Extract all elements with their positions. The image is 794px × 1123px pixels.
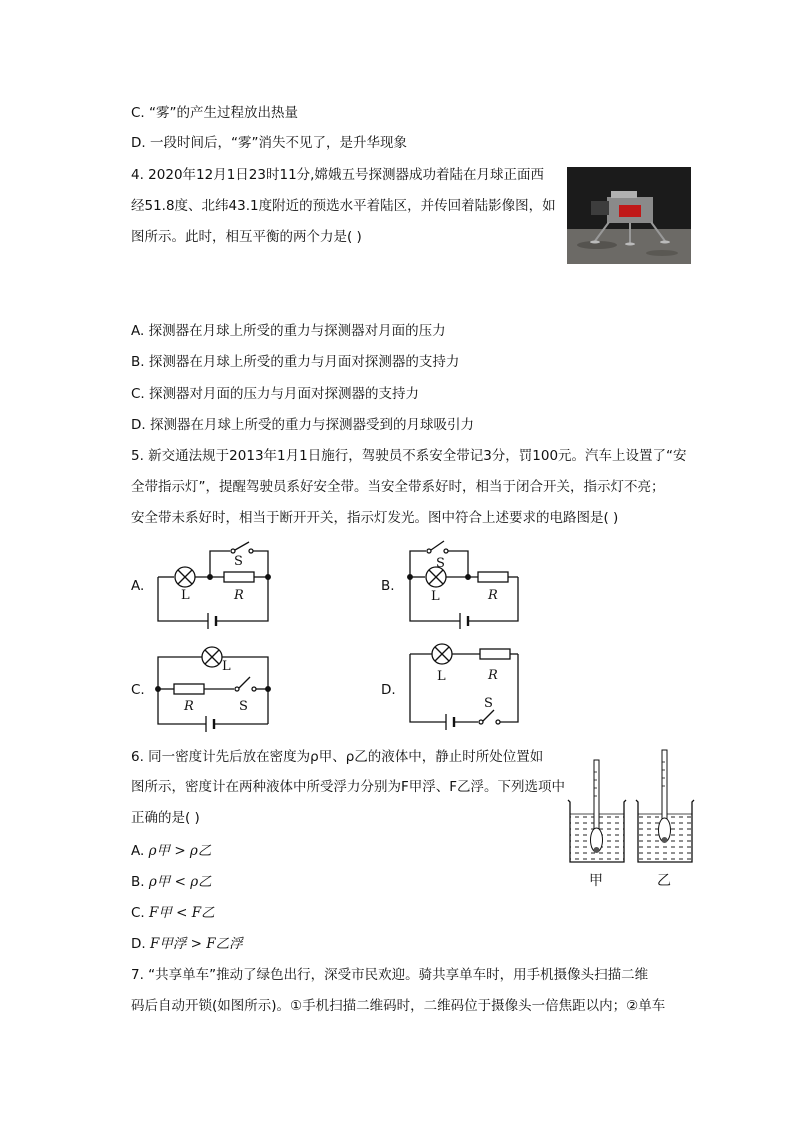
lamp-l-label: L bbox=[181, 588, 190, 603]
beaker-jia-label: 甲 bbox=[589, 873, 603, 889]
resistor-r-label: R bbox=[488, 588, 498, 603]
beaker-yi-label: 乙 bbox=[657, 873, 671, 889]
resistor-icon bbox=[224, 572, 254, 582]
resistor-icon bbox=[478, 572, 508, 582]
q4-option-c: C. 探测器对月面的压力与月面对探测器的支持力 bbox=[131, 386, 420, 402]
circuit-b bbox=[400, 537, 525, 634]
circuit-a bbox=[150, 537, 275, 634]
q4-stem-line1: 4. 2020年12月1日23时11分,嫦娥五号探测器成功着陆在月球正面西 bbox=[131, 167, 544, 183]
q7-stem-line1: 7. “共享单车”推动了绿色出行，深受市民欢迎。骑共享单车时，用手机摄像头扫描二维 bbox=[131, 967, 649, 983]
q6-option-a-expr: ρ甲 > ρ乙 bbox=[148, 843, 212, 859]
q6-option-b-expr: ρ甲 < ρ乙 bbox=[148, 874, 212, 890]
lamp-l-label: L bbox=[431, 589, 440, 604]
circuit-b-label: B. bbox=[381, 578, 395, 594]
beaker-jia bbox=[568, 760, 626, 862]
q6-option-c-expr: F甲 < F乙 bbox=[149, 905, 215, 921]
q6-option-a bbox=[131, 842, 211, 860]
q4-option-b: B. 探测器在月球上所受的重力与月面对探测器的支持力 bbox=[131, 354, 460, 370]
circuit-c bbox=[150, 642, 275, 734]
lamp-l-label: L bbox=[437, 669, 446, 684]
q4-stem-line3: 图所示。此时，相互平衡的两个力是( ) bbox=[131, 229, 362, 245]
resistor-icon bbox=[480, 649, 510, 659]
q3-option-c: C. “雾”的产生过程放出热量 bbox=[131, 105, 298, 121]
switch-s-label: S bbox=[484, 696, 493, 711]
q6-option-d-letter: D. bbox=[131, 936, 146, 952]
q6-stem-line2: 图所示，密度计在两种液体中所受浮力分别为F甲浮、F乙浮。下列选项中 bbox=[131, 779, 566, 795]
q6-stem-line3: 正确的是( ) bbox=[131, 810, 200, 826]
q6-option-d-expr: F甲浮 > F乙浮 bbox=[149, 936, 243, 952]
q5-stem-line2: 全带指示灯”，提醒驾驶员系好安全带。当安全带系好时，相当于闭合开关，指示灯不亮； bbox=[131, 479, 665, 495]
q6-stem-line1: 6. 同一密度计先后放在密度为ρ甲、ρ乙的液体中，静止时所处位置如 bbox=[131, 749, 544, 765]
q6-option-d bbox=[131, 935, 243, 953]
q5-stem-line1: 5. 新交通法规于2013年1月1日施行，驾驶员不系安全带记3分，罚100元。汽车上设置了“安 bbox=[131, 448, 687, 464]
q7-stem-line2: 码后自动开锁(如图所示)。①手机扫描二维码时，二维码位于摄像头一倍焦距以内；②单车 bbox=[131, 998, 666, 1014]
resistor-r-label: R bbox=[234, 588, 244, 603]
q4-stem-line2: 经51.8度、北纬43.1度附近的预选水平着陆区，并传回着陆影像图，如 bbox=[131, 198, 556, 214]
q3-option-d: D. 一段时间后，“雾”消失不见了，是升华现象 bbox=[131, 135, 407, 151]
circuit-c-label: C. bbox=[131, 682, 145, 698]
q6-option-c-letter: C. bbox=[131, 905, 145, 921]
beaker-yi bbox=[636, 750, 694, 862]
q6-option-c bbox=[131, 904, 215, 922]
circuit-d bbox=[400, 642, 525, 734]
q6-option-b bbox=[131, 873, 212, 891]
resistor-r-label: R bbox=[184, 699, 194, 714]
resistor-icon bbox=[174, 684, 204, 694]
resistor-r-label: R bbox=[488, 668, 498, 683]
lamp-l-label: L bbox=[222, 659, 231, 674]
hydrometer-beakers bbox=[566, 748, 696, 893]
lunar-lander-photo bbox=[567, 167, 691, 264]
circuit-a-label: A. bbox=[131, 578, 145, 594]
switch-s-label: S bbox=[234, 554, 243, 569]
q6-option-b-letter: B. bbox=[131, 874, 145, 890]
q6-option-a-letter: A. bbox=[131, 843, 145, 859]
q4-option-d: D. 探测器在月球上所受的重力与探测器受到的月球吸引力 bbox=[131, 417, 474, 433]
q4-option-a: A. 探测器在月球上所受的重力与探测器对月面的压力 bbox=[131, 323, 446, 339]
switch-s-label: S bbox=[239, 699, 248, 714]
switch-s-label: S bbox=[436, 556, 445, 571]
q5-stem-line3: 安全带未系好时，相当于断开开关，指示灯发光。图中符合上述要求的电路图是( ) bbox=[131, 510, 619, 526]
circuit-d-label: D. bbox=[381, 682, 396, 698]
